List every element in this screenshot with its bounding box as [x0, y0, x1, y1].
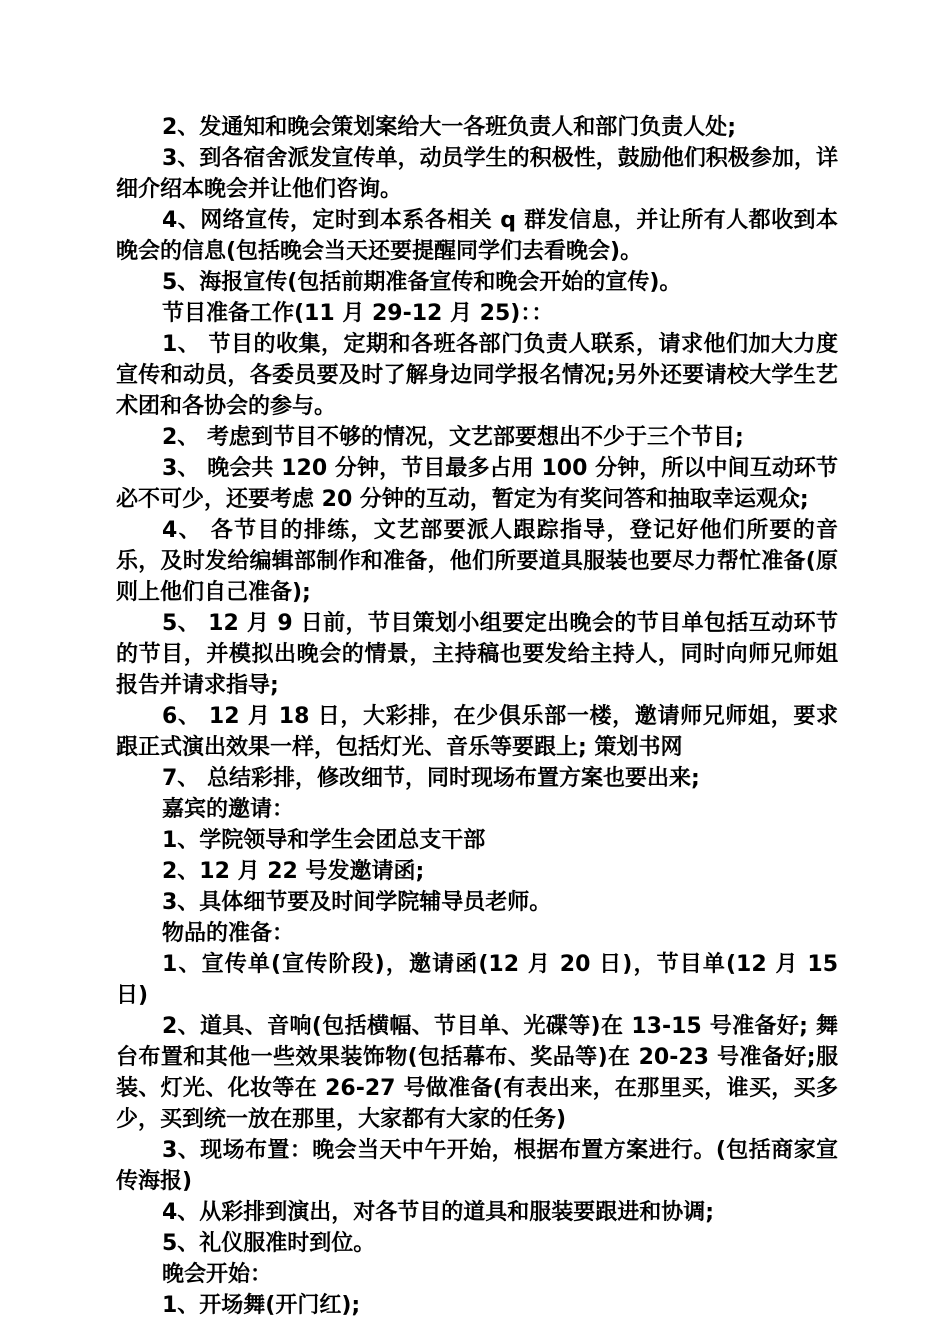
paragraph-publicity-4: 4、网络宣传，定时到本系各相关 q 群发信息，并让所有人都收到本晚会的信息(包括晚会当天还要提醒同学们去看晚会)。 — [116, 208, 838, 264]
section-heading-show-start: 晚会开始： — [162, 1262, 273, 1287]
paragraph-publicity-2: 2、发通知和晚会策划案给大一各班负责人和部门负责人处; — [162, 115, 737, 140]
paragraph-guests-2: 2、12 月 22 号发邀请函; — [162, 859, 425, 884]
paragraph-publicity-5: 5、海报宣传(包括前期准备宣传和晚会开始的宣传)。 — [162, 270, 682, 295]
paragraph-materials-4: 4、从彩排到演出，对各节目的道具和服装要跟进和协调; — [162, 1200, 715, 1225]
paragraph-guests-3: 3、具体细节要及时间学院辅导员老师。 — [162, 890, 552, 915]
paragraph-program-6: 6、 12 月 18 日，大彩排，在少俱乐部一楼，邀请师兄师姐，要求跟正式演出效果一样，包括灯光、音乐等要跟上; 策划书网 — [116, 704, 838, 760]
paragraph-program-4: 4、 各节目的排练，文艺部要派人跟踪指导，登记好他们所要的音乐，及时发给编辑部制作和准备，他们所要道具服装也要尽力帮忙准备(原则上他们自己准备); — [116, 518, 838, 605]
paragraph-materials-1: 1、宣传单(宣传阶段)，邀请函(12 月 20 日)，节目单(12 月 15 日) — [116, 952, 838, 1008]
document-body — [116, 112, 838, 1321]
section-heading-guests: 嘉宾的邀请： — [162, 797, 295, 822]
section-heading-program-prep: 节目准备工作(11 月 29-12 月 25)：： — [162, 301, 554, 326]
paragraph-program-7: 7、 总结彩排，修改细节，同时现场布置方案也要出来; — [162, 766, 700, 791]
paragraph-program-3: 3、 晚会共 120 分钟，节目最多占用 100 分钟，所以中间互动环节必不可少，还要考虑 20 分钟的互动，暂定为有奖问答和抽取幸运观众; — [116, 456, 838, 512]
section-heading-materials: 物品的准备： — [162, 921, 295, 946]
paragraph-materials-5: 5、礼仪服准时到位。 — [162, 1231, 376, 1256]
paragraph-program-1: 1、 节目的收集，定期和各班各部门负责人联系，请求他们加大力度宣传和动员，各委员要及时了解身边同学报名情况;另外还要请校大学生艺术团和各协会的参与。 — [116, 332, 838, 419]
paragraph-program-2: 2、 考虑到节目不够的情况，文艺部要想出不少于三个节目; — [162, 425, 744, 450]
paragraph-materials-2: 2、道具、音响(包括横幅、节目单、光碟等)在 13-15 号准备好; 舞台布置和其他一些效果装饰物(包括幕布、奖品等)在 20-23 号准备好;服装、灯光、化妆等在 26-27 号做准备(有表出来，在那里买，谁买，买多少，买到统一放在那里，大家都有大家的任务) — [116, 1014, 838, 1132]
paragraph-show-1: 1、开场舞(开门红); — [162, 1293, 361, 1318]
paragraph-program-5: 5、 12 月 9 日前，节目策划小组要定出晚会的节目单包括互动环节的节目，并模拟出晚会的情景，主持稿也要发给主持人，同时向师兄师姐报告并请求指导; — [116, 611, 838, 698]
paragraph-publicity-3: 3、到各宿舍派发宣传单，动员学生的积极性，鼓励他们积极参加，详细介绍本晚会并让他们咨询。 — [116, 146, 838, 202]
paragraph-materials-3: 3、现场布置：晚会当天中午开始，根据布置方案进行。(包括商家宣传海报) — [116, 1138, 838, 1194]
paragraph-guests-1: 1、学院领导和学生会团总支干部 — [162, 828, 486, 853]
